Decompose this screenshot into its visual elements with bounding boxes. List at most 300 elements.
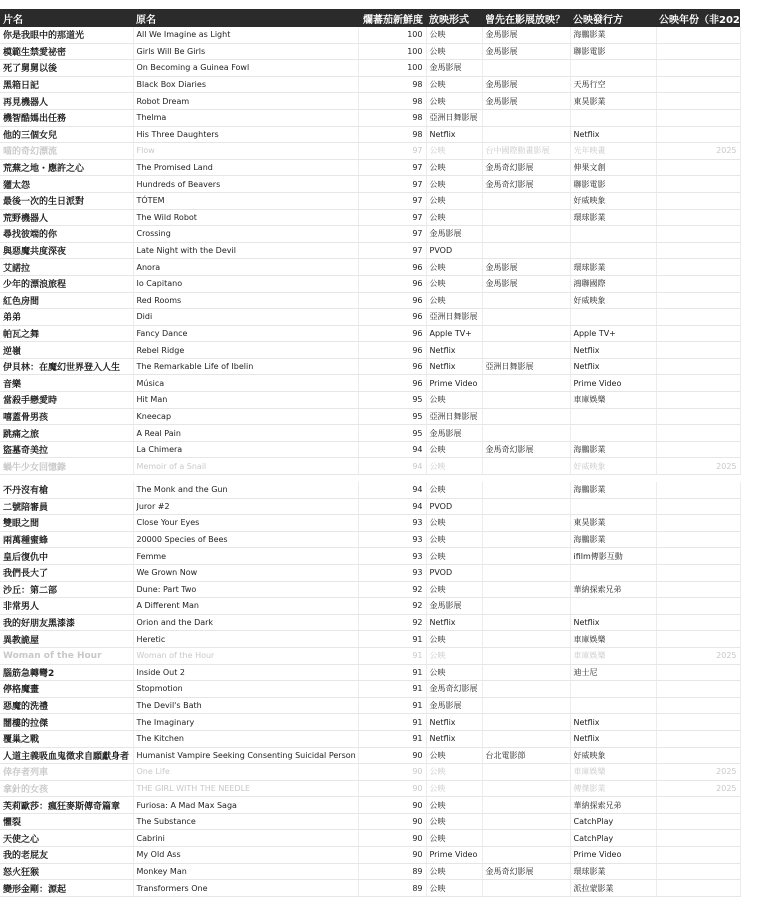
cell-en: The Imaginary <box>133 714 358 731</box>
cell-zh: 懼裂 <box>0 813 133 830</box>
cell-score: 96 <box>358 375 426 392</box>
cell-fest: 金馬影展 <box>482 275 570 292</box>
cell-fest: 金馬奇幻影展 <box>482 863 570 880</box>
cell-zh: 艾諾拉 <box>0 259 133 276</box>
cell-zh: 尋找彼端的你 <box>0 226 133 243</box>
table-row <box>0 614 740 631</box>
cell-en: A Real Pain <box>133 425 358 442</box>
cell-format: 公映 <box>426 192 482 209</box>
cell-year <box>656 730 740 747</box>
table-row <box>0 358 740 375</box>
cell-format: 亞洲日舞影展 <box>426 309 482 326</box>
cell-dist <box>570 408 656 425</box>
cell-zh: 拿針的女孩 <box>0 780 133 797</box>
cell-year <box>656 192 740 209</box>
cell-dist: 聯影電影 <box>570 176 656 193</box>
cell-score: 96 <box>358 342 426 359</box>
cell-format: Netflix <box>426 342 482 359</box>
cell-zh: 盜墓奇美拉 <box>0 441 133 458</box>
cell-format: 公映 <box>426 209 482 226</box>
cell-fest <box>482 614 570 631</box>
cell-format: 公映 <box>426 292 482 309</box>
table-row <box>0 548 740 565</box>
movie-table-top <box>0 9 757 475</box>
cell-dist: CatchPlay <box>570 830 656 847</box>
cell-zh: 惡魔的洗禮 <box>0 697 133 714</box>
cell-score: 97 <box>358 192 426 209</box>
cell-year <box>656 375 740 392</box>
cell-dist: Netflix <box>570 614 656 631</box>
cell-fest <box>482 482 570 498</box>
cell-en: Robot Dream <box>133 93 358 110</box>
cell-en: 20000 Species of Bees <box>133 531 358 548</box>
cell-score: 91 <box>358 681 426 698</box>
cell-fest <box>482 292 570 309</box>
cell-en: Crossing <box>133 226 358 243</box>
cell-format: 公映 <box>426 880 482 897</box>
cell-format: PVOD <box>426 242 482 259</box>
cell-zh: 非常男人 <box>0 598 133 615</box>
cell-format: 公映 <box>426 764 482 781</box>
cell-year <box>656 209 740 226</box>
cell-score: 98 <box>358 76 426 93</box>
cell-dist <box>570 226 656 243</box>
cell-format: 公映 <box>426 159 482 176</box>
header-distributor: 公映發行方 <box>570 9 656 27</box>
cell-fest <box>482 515 570 532</box>
cell-en: Transformers One <box>133 880 358 897</box>
cell-format: 公映 <box>426 797 482 814</box>
cell-zh: 停格魔畫 <box>0 681 133 698</box>
cell-en: Heretic <box>133 631 358 648</box>
cell-en: Flow <box>133 143 358 160</box>
cell-score: 97 <box>358 176 426 193</box>
table-row <box>0 847 740 864</box>
table-row <box>0 342 740 359</box>
cell-format: 公映 <box>426 275 482 292</box>
cell-fest <box>482 309 570 326</box>
cell-fest: 金馬影展 <box>482 259 570 276</box>
cell-score: 91 <box>358 647 426 664</box>
cell-year <box>656 548 740 565</box>
cell-fest <box>482 226 570 243</box>
table-row <box>0 747 740 764</box>
cell-en: THE GIRL WITH THE NEEDLE <box>133 780 358 797</box>
cell-format: Prime Video <box>426 847 482 864</box>
cell-en: The Remarkable Life of Ibelin <box>133 358 358 375</box>
cell-en: The Monk and the Gun <box>133 482 358 498</box>
cell-dist: 東昊影業 <box>570 515 656 532</box>
cell-fest: 金馬影展 <box>482 76 570 93</box>
cell-dist: Netflix <box>570 126 656 143</box>
cell-en: Woman of the Hour <box>133 647 358 664</box>
cell-fest: 金馬影展 <box>482 27 570 43</box>
cell-score: 89 <box>358 880 426 897</box>
cell-en: Femme <box>133 548 358 565</box>
cell-year: 2025 <box>656 458 740 475</box>
cell-en: The Promised Land <box>133 159 358 176</box>
table-row <box>0 664 740 681</box>
cell-score: 96 <box>358 259 426 276</box>
cell-dist <box>570 109 656 126</box>
cell-year <box>656 863 740 880</box>
cell-year <box>656 498 740 515</box>
cell-year <box>656 392 740 409</box>
cell-year <box>656 325 740 342</box>
cell-fest <box>482 564 570 581</box>
cell-fest <box>482 126 570 143</box>
cell-year: 2025 <box>656 764 740 781</box>
table-row <box>0 392 740 409</box>
table-row <box>0 515 740 532</box>
cell-format: 公映 <box>426 863 482 880</box>
cell-zh: 蝸牛少女回憶錄 <box>0 458 133 475</box>
cell-dist: Netflix <box>570 730 656 747</box>
cell-format: 公映 <box>426 176 482 193</box>
cell-zh: 異教詭屋 <box>0 631 133 648</box>
cell-zh: 沙丘：第二部 <box>0 581 133 598</box>
cell-score: 92 <box>358 598 426 615</box>
cell-format: 金馬影展 <box>426 598 482 615</box>
cell-year <box>656 747 740 764</box>
cell-zh: 少年的漂浪旅程 <box>0 275 133 292</box>
cell-format: 公映 <box>426 830 482 847</box>
cell-dist: 聯影電影 <box>570 43 656 60</box>
cell-format: 金馬影展 <box>426 697 482 714</box>
cell-score: 89 <box>358 863 426 880</box>
cell-zh: 紅色房間 <box>0 292 133 309</box>
cell-dist: Netflix <box>570 358 656 375</box>
cell-zh: 模範生禁愛祕密 <box>0 43 133 60</box>
cell-year <box>656 93 740 110</box>
cell-fest: 金馬影展 <box>482 93 570 110</box>
cell-en: Rebel Ridge <box>133 342 358 359</box>
table-row <box>0 797 740 814</box>
cell-year <box>656 664 740 681</box>
cell-fest <box>482 342 570 359</box>
cell-format: 公映 <box>426 458 482 475</box>
cell-year <box>656 43 740 60</box>
table-row <box>0 259 740 276</box>
cell-score: 94 <box>358 498 426 515</box>
cell-score: 93 <box>358 531 426 548</box>
cell-en: Dune: Part Two <box>133 581 358 598</box>
cell-year: 2025 <box>656 143 740 160</box>
cell-en: Juror #2 <box>133 498 358 515</box>
cell-format: Prime Video <box>426 375 482 392</box>
cell-score: 96 <box>358 275 426 292</box>
cell-fest: 金馬影展 <box>482 43 570 60</box>
cell-fest: 台中國際動畫影展 <box>482 143 570 160</box>
cell-en: One Life <box>133 764 358 781</box>
cell-zh: 與惡魔共度深夜 <box>0 242 133 259</box>
cell-format: 公映 <box>426 27 482 43</box>
cell-format: Netflix <box>426 714 482 731</box>
cell-format: 公映 <box>426 482 482 498</box>
cell-score: 91 <box>358 664 426 681</box>
cell-format: 公映 <box>426 441 482 458</box>
cell-zh: 機智酷媽出任務 <box>0 109 133 126</box>
table-row <box>0 647 740 664</box>
cell-score: 95 <box>358 425 426 442</box>
cell-fest <box>482 830 570 847</box>
cell-format: 亞洲日舞影展 <box>426 109 482 126</box>
cell-score: 97 <box>358 143 426 160</box>
table-row <box>0 126 740 143</box>
cell-year: 2025 <box>656 780 740 797</box>
cell-fest <box>482 458 570 475</box>
table-row <box>0 143 740 160</box>
cell-zh: Woman of the Hour <box>0 647 133 664</box>
cell-score: 92 <box>358 581 426 598</box>
cell-dist <box>570 598 656 615</box>
cell-score: 100 <box>358 43 426 60</box>
cell-year <box>656 847 740 864</box>
cell-en: Inside Out 2 <box>133 664 358 681</box>
cell-fest <box>482 797 570 814</box>
table-row <box>0 482 740 498</box>
cell-dist <box>570 242 656 259</box>
cell-en: La Chimera <box>133 441 358 458</box>
table-row <box>0 408 740 425</box>
cell-en: Late Night with the Devil <box>133 242 358 259</box>
header-zh-title: 片名 <box>0 9 133 27</box>
cell-fest <box>482 325 570 342</box>
cell-fest <box>482 730 570 747</box>
movie-table-bottom <box>0 482 741 897</box>
cell-en: Black Box Diaries <box>133 76 358 93</box>
cell-fest: 金馬奇幻影展 <box>482 441 570 458</box>
cell-fest <box>482 880 570 897</box>
cell-dist: Prime Video <box>570 375 656 392</box>
header-original-title: 原名 <box>133 9 358 27</box>
cell-en: Kneecap <box>133 408 358 425</box>
table-row <box>0 375 740 392</box>
cell-fest: 金馬奇幻影展 <box>482 159 570 176</box>
cell-en: The Substance <box>133 813 358 830</box>
cell-zh: 獾太怨 <box>0 176 133 193</box>
cell-dist <box>570 498 656 515</box>
cell-dist <box>570 309 656 326</box>
cell-en: All We Imagine as Light <box>133 27 358 43</box>
cell-format: 公映 <box>426 631 482 648</box>
table-row <box>0 598 740 615</box>
cell-fest <box>482 192 570 209</box>
cell-year <box>656 631 740 648</box>
cell-dist: 華納探索兄弟 <box>570 797 656 814</box>
header-row <box>0 9 740 27</box>
cell-format: Netflix <box>426 126 482 143</box>
cell-format: 公映 <box>426 143 482 160</box>
cell-format: 公映 <box>426 813 482 830</box>
cell-fest <box>482 598 570 615</box>
cell-year <box>656 830 740 847</box>
cell-zh: 跳痛之旅 <box>0 425 133 442</box>
cell-year <box>656 441 740 458</box>
cell-score: 91 <box>358 697 426 714</box>
cell-zh: 再見機器人 <box>0 93 133 110</box>
cell-zh: 荒蕪之地・應許之心 <box>0 159 133 176</box>
cell-score: 96 <box>358 292 426 309</box>
table-row <box>0 441 740 458</box>
cell-dist: 華納探索兄弟 <box>570 581 656 598</box>
table-row <box>0 60 740 77</box>
cell-score: 96 <box>358 325 426 342</box>
cell-score: 93 <box>358 515 426 532</box>
cell-dist: 傳傑影業 <box>570 780 656 797</box>
cell-en: On Becoming a Guinea Fowl <box>133 60 358 77</box>
cell-fest <box>482 631 570 648</box>
cell-year <box>656 813 740 830</box>
cell-fest <box>482 664 570 681</box>
cell-fest: 金馬奇幻影展 <box>482 176 570 193</box>
cell-format: 公映 <box>426 43 482 60</box>
cell-score: 95 <box>358 408 426 425</box>
cell-dist: Netflix <box>570 342 656 359</box>
cell-dist: 派拉蒙影業 <box>570 880 656 897</box>
cell-fest <box>482 209 570 226</box>
cell-score: 94 <box>358 441 426 458</box>
cell-dist: ifilm傳影互動 <box>570 548 656 565</box>
cell-format: PVOD <box>426 564 482 581</box>
table-row <box>0 425 740 442</box>
table-row <box>0 76 740 93</box>
cell-format: 金馬奇幻影展 <box>426 681 482 698</box>
cell-en: Fancy Dance <box>133 325 358 342</box>
cell-en: His Three Daughters <box>133 126 358 143</box>
cell-en: Cabrini <box>133 830 358 847</box>
cell-score: 91 <box>358 730 426 747</box>
cell-dist <box>570 425 656 442</box>
cell-dist: 車庫娛樂 <box>570 764 656 781</box>
cell-year <box>656 358 740 375</box>
cell-score: 90 <box>358 764 426 781</box>
cell-en: TÓTEM <box>133 192 358 209</box>
cell-dist: 好威映象 <box>570 458 656 475</box>
cell-format: Netflix <box>426 614 482 631</box>
cell-zh: 我的老屁友 <box>0 847 133 864</box>
table-row <box>0 531 740 548</box>
cell-en: Orion and the Dark <box>133 614 358 631</box>
cell-zh: 荒野機器人 <box>0 209 133 226</box>
cell-zh: 怒火狂猴 <box>0 863 133 880</box>
table-row <box>0 764 740 781</box>
table-row <box>0 631 740 648</box>
cell-en: Monkey Man <box>133 863 358 880</box>
cell-zh: 你是我眼中的那道光 <box>0 27 133 43</box>
table-row <box>0 681 740 698</box>
cell-en: The Kitchen <box>133 730 358 747</box>
table-row <box>0 880 740 897</box>
cell-dist <box>570 681 656 698</box>
cell-zh: 二號陪審員 <box>0 498 133 515</box>
cell-zh: 逆嶺 <box>0 342 133 359</box>
cell-en: Close Your Eyes <box>133 515 358 532</box>
table-row <box>0 780 740 797</box>
cell-dist: 好威映象 <box>570 192 656 209</box>
cell-dist: 東昊影業 <box>570 93 656 110</box>
cell-zh: 喵的奇幻漂流 <box>0 143 133 160</box>
cell-year <box>656 425 740 442</box>
cell-score: 97 <box>358 209 426 226</box>
header-rt-score: 爛蕃茄新鮮度 <box>358 9 426 27</box>
cell-dist: 海鵬影業 <box>570 482 656 498</box>
table-row <box>0 209 740 226</box>
cell-score: 90 <box>358 830 426 847</box>
cell-zh: 弟弟 <box>0 309 133 326</box>
cell-format: 金馬影展 <box>426 425 482 442</box>
cell-zh: 雙眼之間 <box>0 515 133 532</box>
cell-format: 金馬影展 <box>426 226 482 243</box>
table-row <box>0 292 740 309</box>
cell-score: 96 <box>358 358 426 375</box>
cell-en: Girls Will Be Girls <box>133 43 358 60</box>
cell-year <box>656 531 740 548</box>
table-row <box>0 93 740 110</box>
cell-en: Hundreds of Beavers <box>133 176 358 193</box>
cell-score: 93 <box>358 564 426 581</box>
table-row <box>0 564 740 581</box>
cell-zh: 嘻蓋骨男孩 <box>0 408 133 425</box>
table-row <box>0 813 740 830</box>
cell-score: 98 <box>358 109 426 126</box>
cell-format: 公映 <box>426 647 482 664</box>
cell-year <box>656 515 740 532</box>
cell-format: 公映 <box>426 664 482 681</box>
cell-fest <box>482 60 570 77</box>
header-year: 公映年份（非2024） <box>656 9 740 27</box>
cell-year <box>656 564 740 581</box>
cell-dist: 車庫娛樂 <box>570 392 656 409</box>
cell-year <box>656 408 740 425</box>
cell-fest <box>482 847 570 864</box>
cell-score: 100 <box>358 27 426 43</box>
cell-score: 90 <box>358 813 426 830</box>
cell-en: Red Rooms <box>133 292 358 309</box>
table-row <box>0 275 740 292</box>
cell-format: 公映 <box>426 93 482 110</box>
cell-fest <box>482 548 570 565</box>
cell-score: 97 <box>358 242 426 259</box>
cell-year <box>656 714 740 731</box>
cell-year <box>656 60 740 77</box>
table-row <box>0 730 740 747</box>
cell-en: My Old Ass <box>133 847 358 864</box>
cell-zh: 我的好朋友黑漆漆 <box>0 614 133 631</box>
cell-format: 公映 <box>426 531 482 548</box>
cell-fest <box>482 764 570 781</box>
cell-zh: 覆巢之戰 <box>0 730 133 747</box>
header-format: 放映形式 <box>426 9 482 27</box>
cell-format: 金馬影展 <box>426 60 482 77</box>
cell-format: 亞洲日舞影展 <box>426 408 482 425</box>
cell-fest <box>482 375 570 392</box>
cell-fest <box>482 813 570 830</box>
cell-format: 公映 <box>426 76 482 93</box>
cell-score: 90 <box>358 780 426 797</box>
cell-year <box>656 226 740 243</box>
table-row <box>0 458 740 475</box>
cell-en: Thelma <box>133 109 358 126</box>
cell-dist: 海鵬影業 <box>570 531 656 548</box>
cell-year <box>656 109 740 126</box>
cell-en: Música <box>133 375 358 392</box>
cell-dist <box>570 564 656 581</box>
cell-fest: 台北電影節 <box>482 747 570 764</box>
table-row <box>0 109 740 126</box>
cell-score: 98 <box>358 93 426 110</box>
cell-year <box>656 598 740 615</box>
